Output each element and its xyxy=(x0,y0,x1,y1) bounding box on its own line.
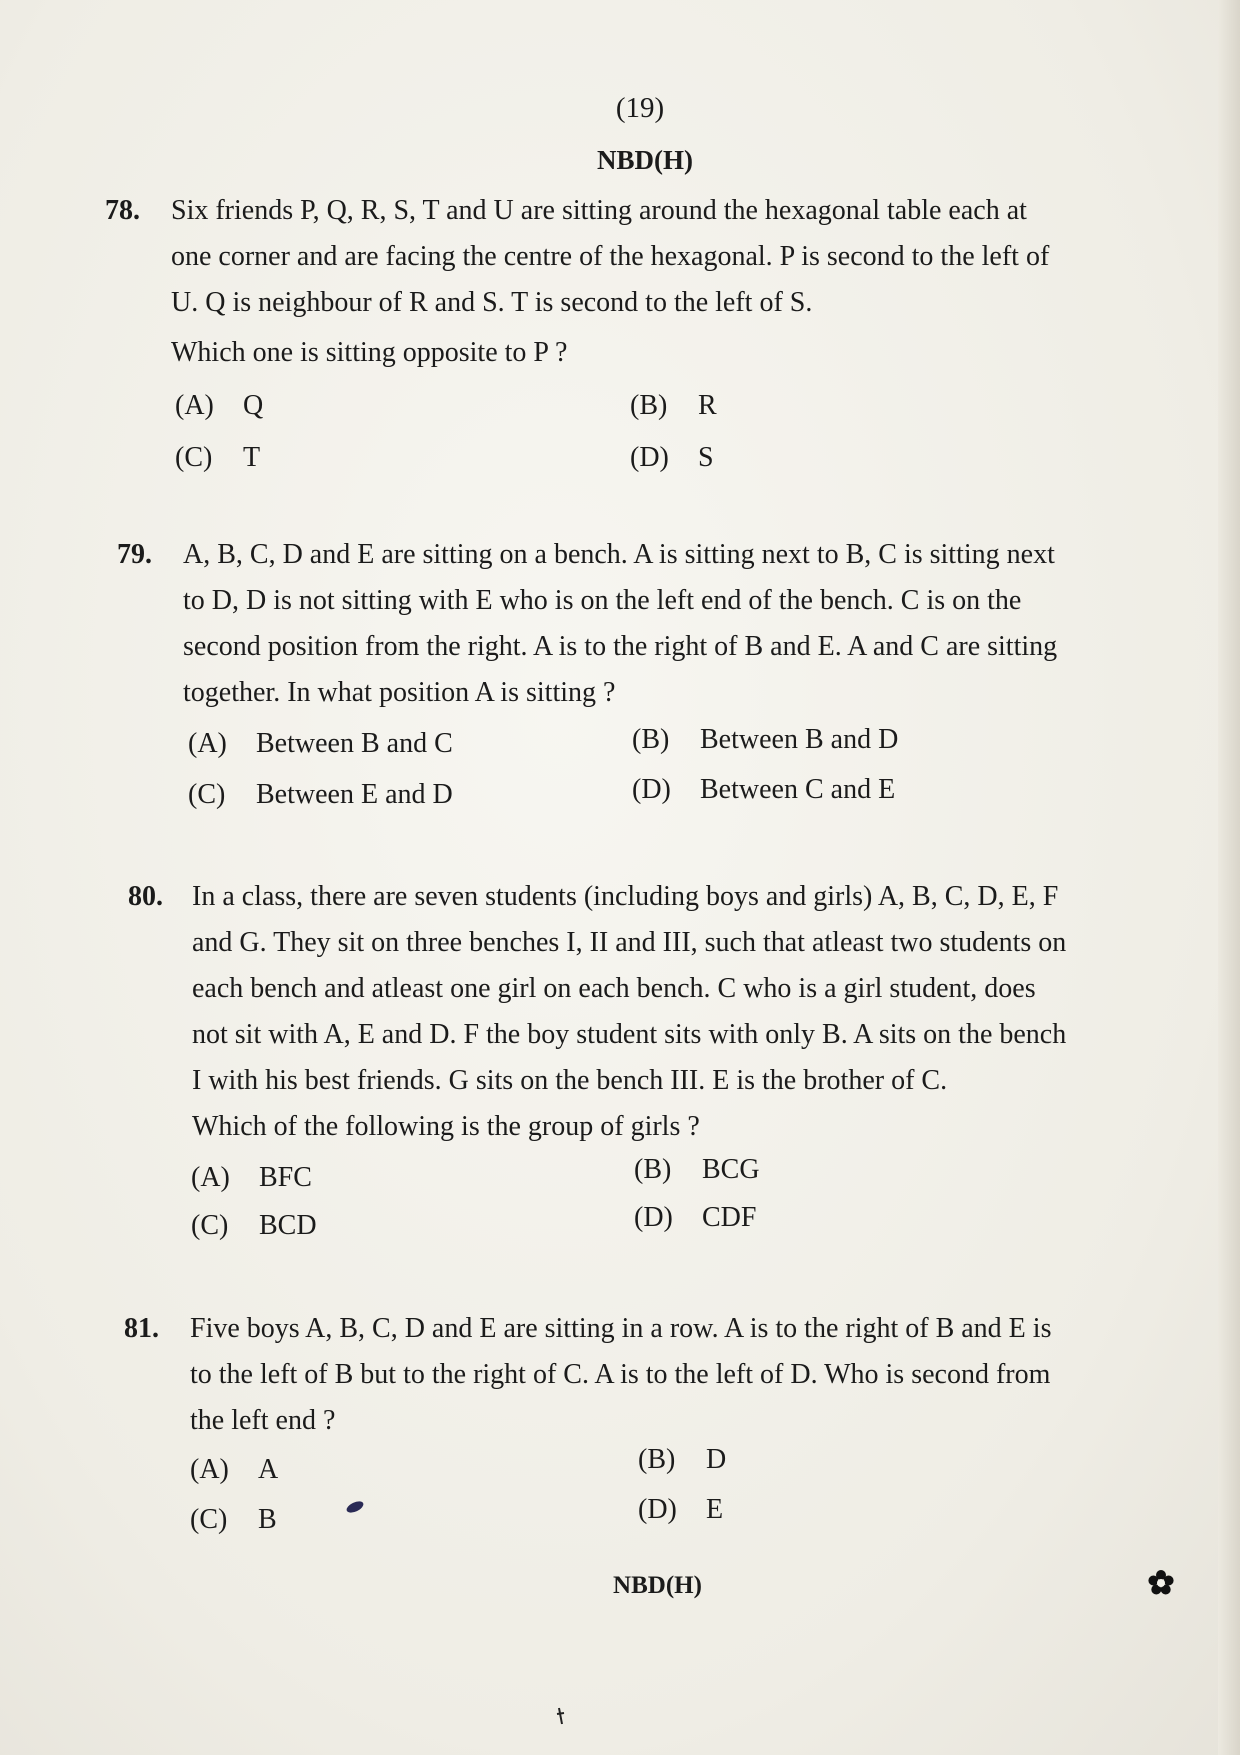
question-line: one corner and are facing the centre of the hexagonal. P is second to the left of xyxy=(171,241,1050,272)
option-text: BCD xyxy=(259,1210,317,1241)
option-text: T xyxy=(243,442,261,473)
option-label: (A) xyxy=(191,1162,230,1193)
option-b[interactable] xyxy=(630,390,717,422)
option-label: (D) xyxy=(634,1202,673,1233)
question-number: 81. xyxy=(124,1313,159,1344)
question-number: 80. xyxy=(128,881,163,912)
question-line: Which of the following is the group of girls ? xyxy=(192,1111,700,1142)
question-text xyxy=(171,188,1049,376)
question-number: 79. xyxy=(117,539,152,570)
option-c[interactable] xyxy=(190,1504,277,1536)
option-label: (C) xyxy=(188,779,226,810)
option-a[interactable] xyxy=(188,728,453,760)
option-text: A xyxy=(258,1454,279,1485)
option-text: Between B and C xyxy=(256,728,453,759)
option-label: (A) xyxy=(188,728,227,759)
option-text: D xyxy=(706,1444,727,1475)
question-line: Five boys A, B, C, D and E are sitting in a row. A is to the right of B and E is xyxy=(190,1313,1052,1344)
option-label: (B) xyxy=(632,724,670,755)
option-a[interactable] xyxy=(191,1162,312,1194)
option-text: R xyxy=(698,390,717,421)
option-c[interactable] xyxy=(175,442,260,474)
question-line: not sit with A, E and D. F the boy student sits with only B. A sits on the bench xyxy=(192,1019,1067,1050)
option-label: (C) xyxy=(190,1504,228,1535)
question-number: 78. xyxy=(105,195,140,226)
question-line: and G. They sit on three benches I, II and III, such that atleast two students on xyxy=(192,927,1067,958)
question-line: U. Q is neighbour of R and S. T is second to the left of S. xyxy=(171,287,813,318)
option-label: (A) xyxy=(175,390,214,421)
option-text: S xyxy=(698,442,714,473)
question-text xyxy=(183,532,1057,716)
flower-icon xyxy=(1146,1568,1176,1598)
option-text: CDF xyxy=(702,1202,757,1233)
option-label: (D) xyxy=(632,774,671,805)
option-d[interactable] xyxy=(632,774,895,806)
question-line: A, B, C, D and E are sitting on a bench. A is sitting next to B, C is sitting next xyxy=(183,539,1055,570)
option-label: (D) xyxy=(630,442,669,473)
footer-booklet-code: NBD(H) xyxy=(613,1572,702,1599)
question-line: In a class, there are seven students (including boys and girls) A, B, C, D, E, F xyxy=(192,881,1059,912)
option-a[interactable] xyxy=(190,1454,278,1486)
option-label: (B) xyxy=(630,390,668,421)
option-b[interactable] xyxy=(638,1444,726,1476)
option-text: B xyxy=(258,1504,277,1535)
option-d[interactable] xyxy=(630,442,714,474)
question-text xyxy=(192,874,1066,1150)
option-a[interactable] xyxy=(175,390,263,422)
option-text: BCG xyxy=(702,1154,760,1185)
option-text: Between B and D xyxy=(700,724,899,755)
question-line: to D, D is not sitting with E who is on the left end of the bench. C is on the xyxy=(183,585,1022,616)
pen-mark xyxy=(344,1500,366,1514)
option-label: (B) xyxy=(634,1154,672,1185)
option-label: (C) xyxy=(191,1210,229,1241)
option-text: Q xyxy=(243,390,264,421)
pen-stroke-mark xyxy=(556,1706,566,1726)
page-number: (19) xyxy=(615,92,665,124)
option-b[interactable] xyxy=(632,724,898,756)
option-text: E xyxy=(706,1494,724,1525)
question-line: Which one is sitting opposite to P ? xyxy=(171,337,568,368)
option-text: Between C and E xyxy=(700,774,896,805)
option-text: Between E and D xyxy=(256,779,453,810)
option-text: BFC xyxy=(259,1162,312,1193)
question-line: Six friends P, Q, R, S, T and U are sitting around the hexagonal table each at xyxy=(171,195,1027,226)
question-line: the left end ? xyxy=(190,1405,336,1436)
page-edge xyxy=(1218,0,1240,1755)
question-line: to the left of B but to the right of C. A is to the left of D. Who is second from xyxy=(190,1359,1051,1390)
option-c[interactable] xyxy=(188,779,453,811)
option-label: (A) xyxy=(190,1454,229,1485)
option-c[interactable] xyxy=(191,1210,317,1242)
option-d[interactable] xyxy=(634,1202,756,1234)
question-line: together. In what position A is sitting ? xyxy=(183,677,616,708)
option-label: (C) xyxy=(175,442,213,473)
booklet-code: NBD(H) xyxy=(597,145,693,175)
question-text xyxy=(190,1306,1051,1444)
question-line: I with his best friends. G sits on the bench III. E is the brother of C. xyxy=(192,1065,948,1096)
option-label: (D) xyxy=(638,1494,677,1525)
option-b[interactable] xyxy=(634,1154,760,1186)
question-line: each bench and atleast one girl on each bench. C who is a girl student, does xyxy=(192,973,1036,1004)
option-label: (B) xyxy=(638,1444,676,1475)
question-line: second position from the right. A is to the right of B and E. A and C are sitting xyxy=(183,631,1058,662)
option-d[interactable] xyxy=(638,1494,723,1526)
